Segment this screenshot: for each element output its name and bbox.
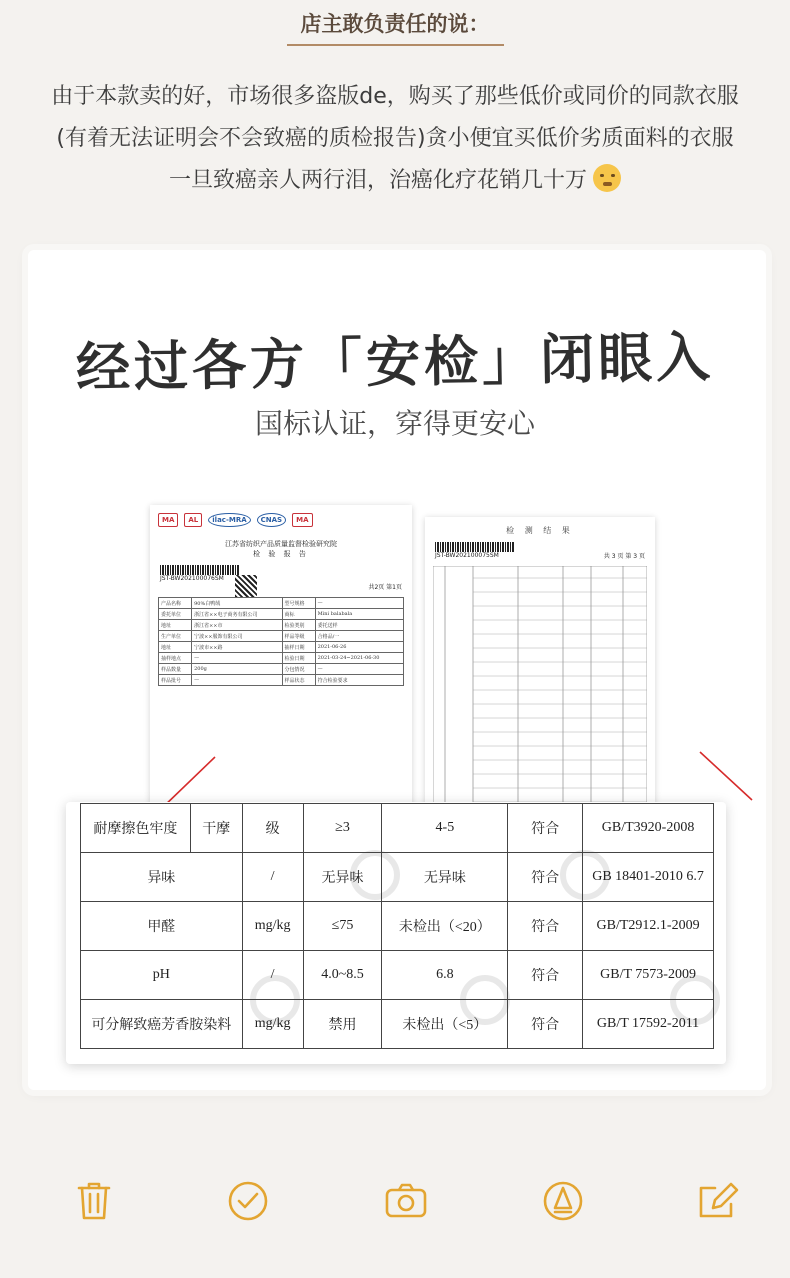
table-row bbox=[159, 675, 404, 686]
cell: 样品状态 bbox=[282, 675, 315, 686]
cell: 样品批号 bbox=[159, 675, 192, 686]
cell: 委托送样 bbox=[315, 620, 403, 631]
cell: 地址 bbox=[159, 642, 192, 653]
check-icon[interactable] bbox=[225, 1178, 271, 1224]
standard-cell: GB/T 17592-2011 bbox=[583, 1000, 714, 1049]
cell: 浙江省××市 bbox=[192, 620, 282, 631]
unit-cell: 级 bbox=[242, 804, 303, 853]
cell: 2021-06-26 bbox=[315, 642, 403, 653]
cell: 抽样日期 bbox=[282, 642, 315, 653]
cell: 检验日期 bbox=[282, 653, 315, 664]
unit-cell: mg/kg bbox=[242, 1000, 303, 1049]
cell: Mini balabala bbox=[315, 609, 403, 620]
table-row bbox=[81, 804, 714, 853]
cell: 样品数量 bbox=[159, 664, 192, 675]
cell: 200g bbox=[192, 664, 282, 675]
intro-text bbox=[0, 76, 790, 202]
pen-icon[interactable] bbox=[540, 1178, 586, 1224]
item-cell: 甲醛 bbox=[81, 902, 243, 951]
cell: — bbox=[315, 664, 403, 675]
institute-name: 江苏省纺织产品质量监督检验研究院 bbox=[225, 540, 337, 548]
camera-icon[interactable] bbox=[383, 1178, 429, 1224]
table-row bbox=[159, 631, 404, 642]
cell: 90%白鸭绒 bbox=[192, 598, 282, 609]
page-heading bbox=[0, 8, 790, 46]
result-cell: 未检出（<5） bbox=[382, 1000, 508, 1049]
intro-line-3-text: 一旦致癌亲人两行泪，治癌化疗花销几十万 bbox=[168, 168, 587, 193]
table-row bbox=[159, 609, 404, 620]
cell: 浙江省××电子商务有限公司 bbox=[192, 609, 282, 620]
banner-headline: 经过各方「安检」闭眼入 bbox=[75, 324, 715, 400]
standard-cell: GB 18401-2010 6.7 bbox=[583, 853, 714, 902]
unit-cell: mg/kg bbox=[242, 902, 303, 951]
verdict-cell: 符合 bbox=[508, 853, 583, 902]
cell: 宁波市××路 bbox=[192, 642, 282, 653]
inspection-report-page-3 bbox=[425, 517, 655, 835]
table-row bbox=[81, 951, 714, 1000]
standard-cell: GB/T 7573-2009 bbox=[583, 951, 714, 1000]
result-cell: 4-5 bbox=[382, 804, 508, 853]
report-info-table bbox=[158, 597, 404, 686]
unit-cell: / bbox=[242, 853, 303, 902]
requirement-cell: ≥3 bbox=[303, 804, 382, 853]
ilac-logo-icon: ilac-MRA bbox=[208, 513, 250, 527]
table-row bbox=[81, 853, 714, 902]
table-row bbox=[159, 598, 404, 609]
result-cell: 6.8 bbox=[382, 951, 508, 1000]
item-cell: 耐摩擦色牢度 bbox=[81, 804, 191, 853]
cell: 委托单位 bbox=[159, 609, 192, 620]
barcode-icon bbox=[160, 565, 240, 575]
banner-subtitle: 国标认证，穿得更安心 bbox=[254, 407, 535, 440]
unit-cell: / bbox=[242, 951, 303, 1000]
cell: 商标 bbox=[282, 609, 315, 620]
edit-icon[interactable] bbox=[695, 1178, 741, 1224]
worried-face-icon bbox=[593, 164, 621, 192]
report-number: JST-BW202100076SM bbox=[160, 575, 224, 582]
table-row bbox=[81, 902, 714, 951]
heading-text: 店主敢负责任的说： bbox=[287, 8, 504, 46]
cell: 抽样地点 bbox=[159, 653, 192, 664]
sub-cell: 干摩 bbox=[190, 804, 242, 853]
table-row bbox=[159, 620, 404, 631]
cell: 符合检验要求 bbox=[315, 675, 403, 686]
table-row bbox=[159, 664, 404, 675]
report-title: 检 验 报 告 bbox=[253, 550, 309, 558]
verdict-cell: 符合 bbox=[508, 804, 583, 853]
cell: 地址 bbox=[159, 620, 192, 631]
item-cell: 异味 bbox=[81, 853, 243, 902]
cell: 2021-03-24~2021-06-30 bbox=[315, 653, 403, 664]
cma-logo-icon: MA bbox=[158, 513, 178, 527]
item-cell: 可分解致癌芳香胺染料 bbox=[81, 1000, 243, 1049]
cell: 分包情况 bbox=[282, 664, 315, 675]
cell: 型号规格 bbox=[282, 598, 315, 609]
cell: — bbox=[315, 598, 403, 609]
result-cell: 未检出（<20） bbox=[382, 902, 508, 951]
results-title: 检 测 结 果 bbox=[506, 526, 574, 535]
qr-code-icon bbox=[235, 575, 257, 597]
cell: 宁波××服饰有限公司 bbox=[192, 631, 282, 642]
cell: — bbox=[192, 675, 282, 686]
standard-cell: GB/T3920-2008 bbox=[583, 804, 714, 853]
table-row bbox=[159, 642, 404, 653]
cell: 生产单位 bbox=[159, 631, 192, 642]
verdict-cell: 符合 bbox=[508, 951, 583, 1000]
result-cell: 无异味 bbox=[382, 853, 508, 902]
test-results-table bbox=[80, 803, 714, 1049]
requirement-cell: ≤75 bbox=[303, 902, 382, 951]
cell: 样品等级 bbox=[282, 631, 315, 642]
intro-line-2: (有着无法证明会不会致癌的质检报告)贪小便宜买低价劣质面料的衣服 bbox=[56, 126, 734, 151]
table-row bbox=[159, 653, 404, 664]
cell: 合格品/一 bbox=[315, 631, 403, 642]
requirement-cell: 禁用 bbox=[303, 1000, 382, 1049]
results-grid bbox=[433, 566, 647, 816]
requirement-cell: 4.0~8.5 bbox=[303, 951, 382, 1000]
cell: — bbox=[192, 653, 282, 664]
report-page: 共2页 第1页 bbox=[368, 584, 402, 591]
verdict-cell: 符合 bbox=[508, 902, 583, 951]
cal-logo-icon: AL bbox=[184, 513, 202, 527]
intro-line-1: 由于本款卖的好，市场很多盗版de，购买了那些低价或同价的同款衣服 bbox=[51, 84, 739, 109]
inspection-report-page-1 bbox=[150, 505, 412, 835]
cma-logo-icon-2: MA bbox=[292, 513, 312, 527]
table-row bbox=[81, 1000, 714, 1049]
cell: 产品名称 bbox=[159, 598, 192, 609]
cnas-logo-icon: CNAS bbox=[257, 513, 286, 527]
requirement-cell: 无异味 bbox=[303, 853, 382, 902]
cell: 检验类别 bbox=[282, 620, 315, 631]
verdict-cell: 符合 bbox=[508, 1000, 583, 1049]
item-cell: pH bbox=[81, 951, 243, 1000]
intro-line-3 bbox=[0, 160, 790, 202]
trash-icon[interactable] bbox=[71, 1178, 117, 1224]
report-number: JST-BW202100075SM bbox=[435, 552, 499, 559]
bottom-toolbar bbox=[0, 1178, 790, 1238]
cert-logos bbox=[150, 505, 412, 529]
standard-cell: GB/T2912.1-2009 bbox=[583, 902, 714, 951]
report-page: 共 3 页 第 3 页 bbox=[603, 553, 645, 560]
